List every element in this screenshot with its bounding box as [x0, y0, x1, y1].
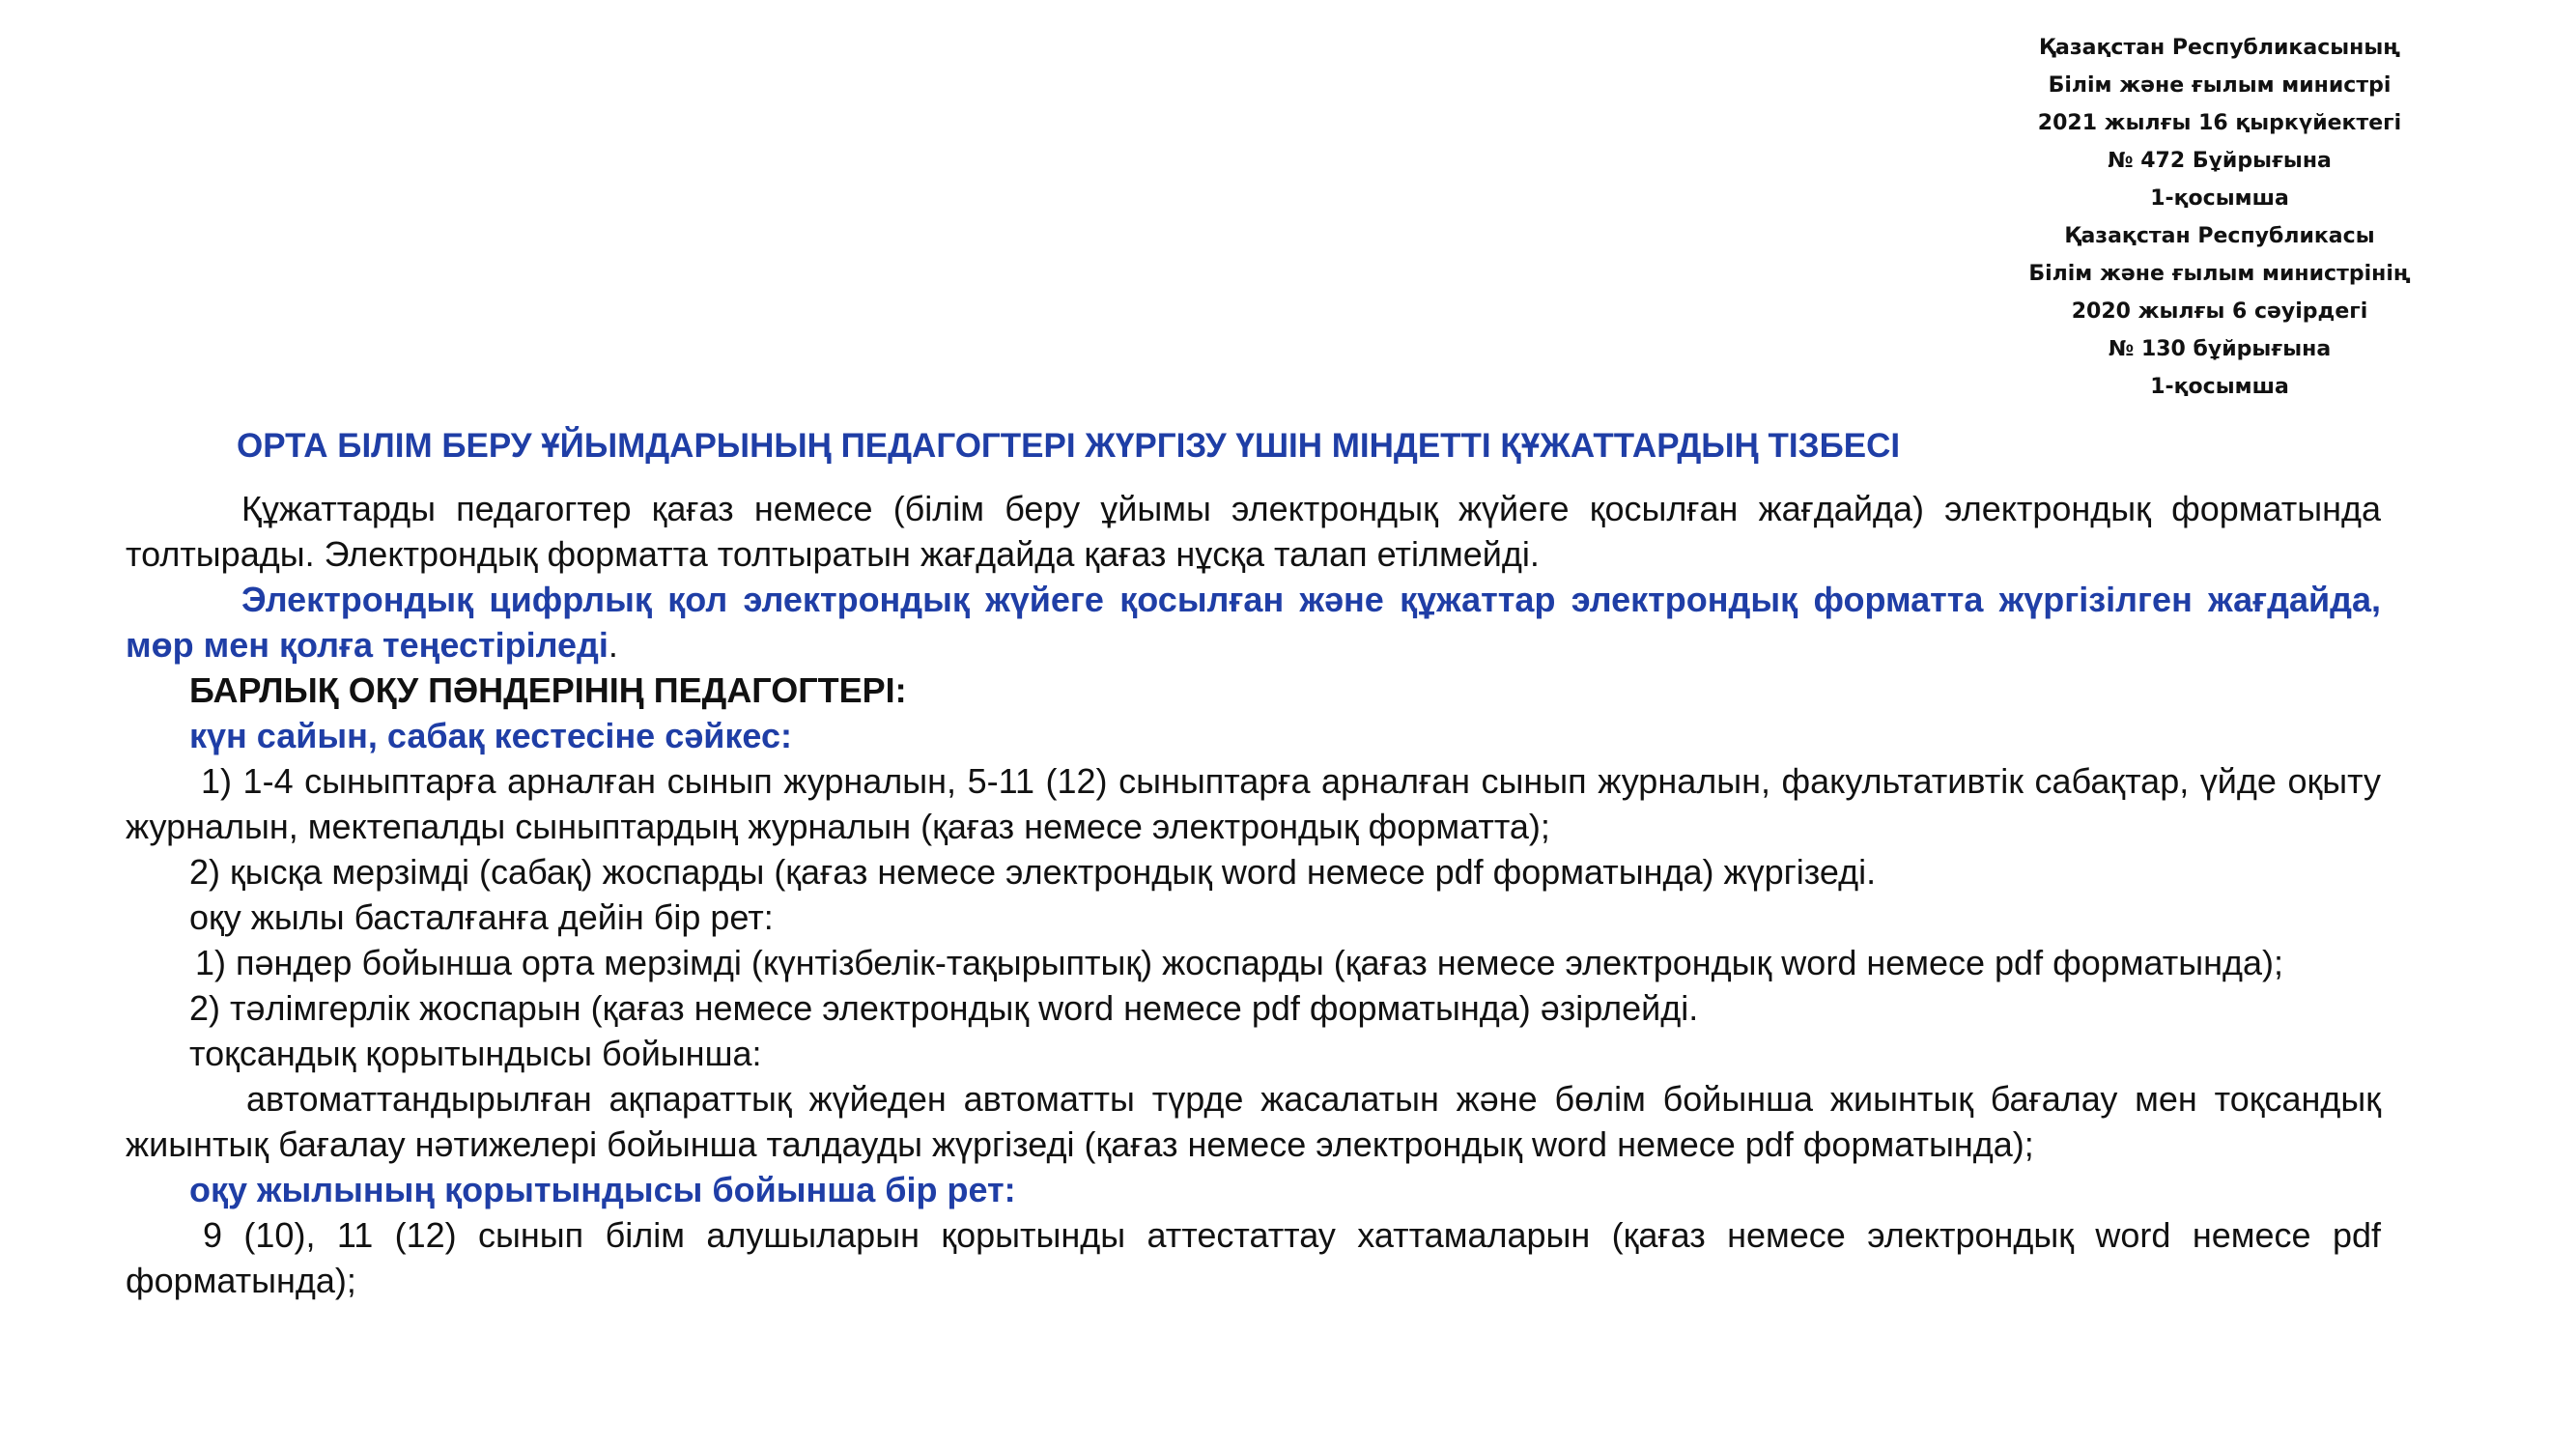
- daily-item-1: 1) 1-4 сыныптарға арналған сынып журналын, 5-11 (12) сыныптарға арналған сынып журналын, факультативтік сабақтар, үйде оқыту журналын, мектепалды сыныптардың журналын (қағаз немесе электрондық форматта);: [126, 761, 2381, 846]
- intro-paragraph: Құжаттарды педагогтер қағаз немесе (білім беру ұйымы электрондық жүйеге қосылған жағдайда) электрондық форматында толтырады. Электрондық форматта толтыратын жағдайда қағаз нұсқа талап етілмейді.: [126, 489, 2381, 574]
- header-line: 2020 жылғы 6 сәуірдегі: [2071, 299, 2368, 324]
- signature-note-period: .: [608, 625, 618, 665]
- header-line: Білім және ғылым министрі: [2048, 73, 2392, 98]
- signature-note-text: Электрондық цифрлық қол электрондық жүйеге қосылған және құжаттар электрондық форматта жүргізілген жағдайда, мөр мен қолға теңестіріледі: [126, 580, 2381, 665]
- header-line: Қазақстан Республикасы: [2064, 224, 2375, 248]
- document-title: ОРТА БІЛІМ БЕРУ ҰЙЫМДАРЫНЫҢ ПЕДАГОГТЕРІ ЖҮРГІЗУ ҮШІН МІНДЕТТІ ҚҰЖАТТАРДЫҢ ТІЗБЕСІ: [237, 427, 1901, 465]
- header-line: 1-қосымша: [2150, 186, 2289, 211]
- all-teachers-heading: БАРЛЫҚ ОҚУ ПӘНДЕРІНІҢ ПЕДАГОГТЕРІ:: [189, 670, 907, 710]
- header-line: № 130 бұйрығына: [2108, 337, 2332, 361]
- quarter-heading: тоқсандық қорытындысы бойынша:: [189, 1034, 762, 1073]
- quarter-item: автоматтандырылған ақпараттық жүйеден автоматты түрде жасалатын және бөлім бойынша жиынтық бағалау мен тоқсандық жиынтық бағалау нәтижелері бойынша талдауды жүргізеді (қағаз немесе электрондық word немесе pdf форматында);: [126, 1079, 2381, 1164]
- header-line: 1-қосымша: [2150, 375, 2289, 399]
- yearly-item-1: 1) пәндер бойынша орта мерзімді (күнтізбелік-тақырыптық) жоспарды (қағаз немесе электрондық word немесе pdf форматында);: [195, 943, 2283, 982]
- header-line: Білім және ғылым министрінің: [2028, 262, 2411, 286]
- header-line: Қазақстан Республикасының: [2038, 36, 2401, 60]
- daily-item-2: 2) қысқа мерзімді (сабақ) жоспарды (қағаз немесе электрондық word немесе pdf форматында) жүргізеді.: [189, 852, 1877, 892]
- document-body: [126, 486, 2381, 1303]
- approval-header: [1978, 29, 2461, 406]
- signature-note-paragraph: [126, 577, 2381, 668]
- daily-heading: күн сайын, сабақ кестесіне сәйкес:: [189, 716, 792, 755]
- year-end-item: 9 (10), 11 (12) сынып білім алушыларын қорытынды аттестаттау хаттамаларын (қағаз немесе электрондық word немесе pdf форматында);: [126, 1215, 2381, 1300]
- yearly-item-2: 2) тәлімгерлік жоспарын (қағаз немесе электрондық word немесе pdf форматында) әзірлейді.: [189, 988, 1699, 1028]
- yearly-start-heading: оқу жылы басталғанға дейін бір рет:: [189, 897, 774, 937]
- year-end-heading: оқу жылының қорытындысы бойынша бір рет:: [189, 1170, 1016, 1209]
- header-line: 2021 жылғы 16 қыркүйектегі: [2037, 111, 2402, 135]
- header-line: № 472 Бұйрығына: [2108, 149, 2332, 173]
